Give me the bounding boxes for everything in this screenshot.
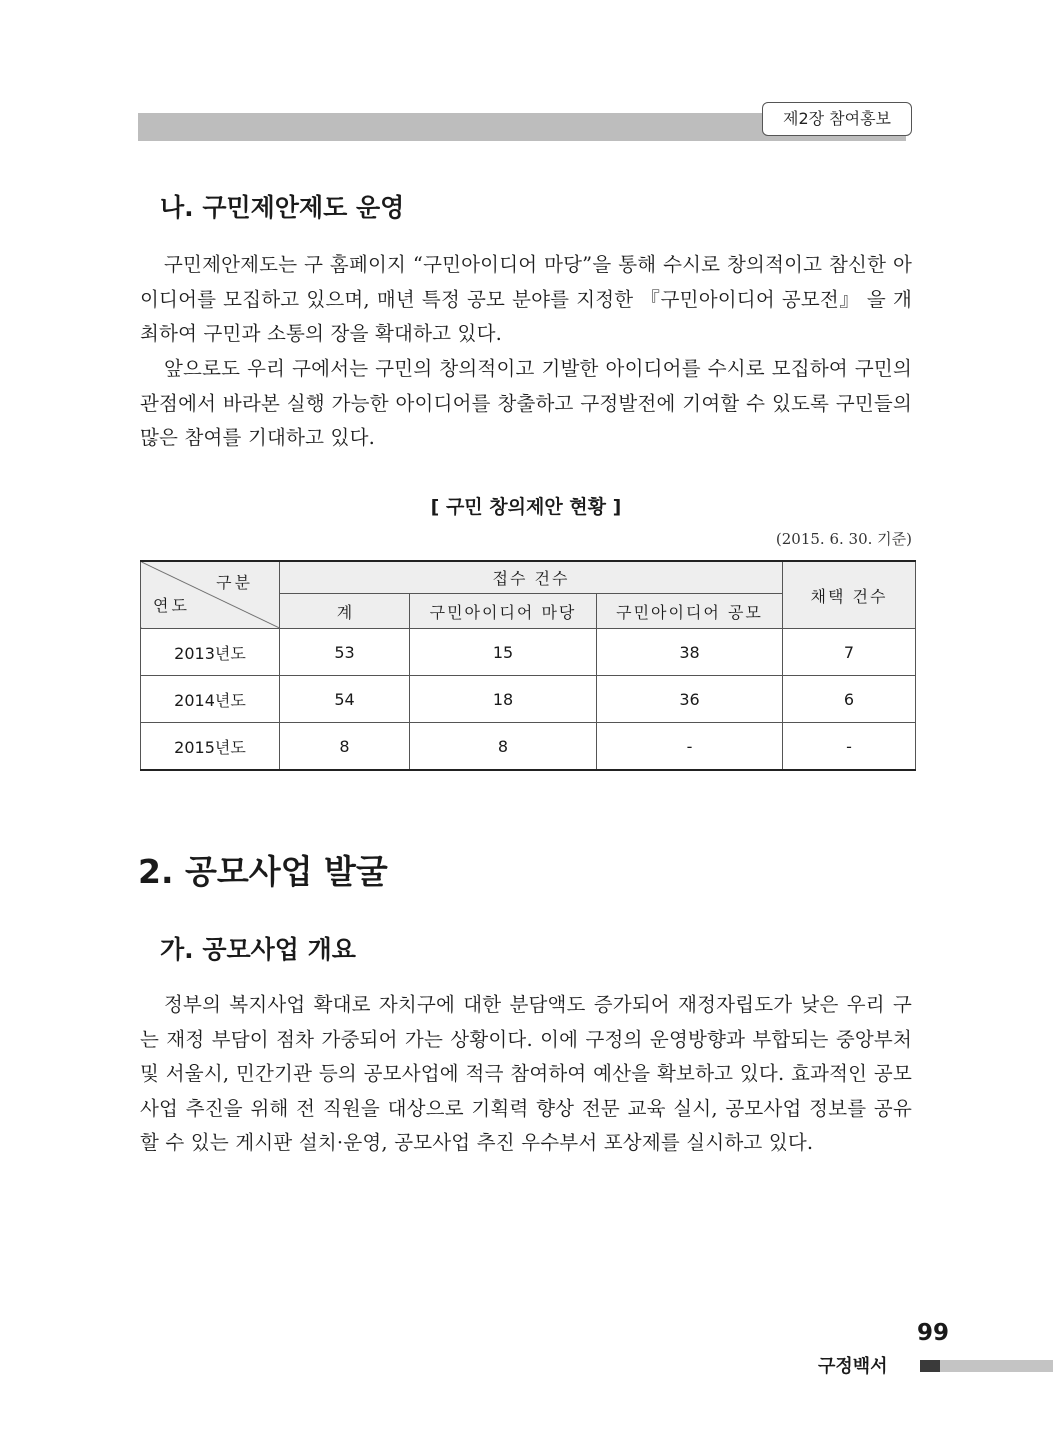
- table-title: [ 구민 창의제안 현황 ]: [430, 496, 622, 518]
- cell-madang: 18: [410, 676, 597, 723]
- cell-gongmo: 36: [597, 676, 783, 723]
- paragraph-2: 앞으로도 우리 구에서는 구민의 창의적이고 기발한 아이디어를 수시로 모집하여 구민의 관점에서 바라본 실행 가능한 아이디어를 창출하고 구정발전에 기여할 수 있도록 구민들의 많은 참여를 기대하고 있다.: [140, 357, 912, 449]
- footer-bar-dark: [920, 1360, 940, 1372]
- cell-year: 2013년도: [141, 629, 280, 676]
- cell-total: 8: [280, 723, 410, 771]
- cell-madang: 15: [410, 629, 597, 676]
- paragraph-1: 구민제안제도는 구 홈페이지 “구민아이디어 마당”을 통해 수시로 창의적이고 참신한 아이디어를 모집하고 있으며, 매년 특정 공모 분야를 지정한 『구민아이디어 공모전』 을 개최하여 구민과 소통의 장을 확대하고 있다.: [140, 253, 912, 345]
- book-title: 구정백서: [818, 1356, 888, 1377]
- header-received: 접수 건수: [280, 561, 783, 594]
- corner-label-category: 구분: [216, 573, 253, 592]
- section-heading-na: 나. 구민제안제도 운영: [160, 193, 405, 222]
- cell-total: 53: [280, 629, 410, 676]
- cell-year: 2014년도: [141, 676, 280, 723]
- corner-label-year: 연도: [153, 596, 190, 615]
- proposal-status-table: [140, 560, 916, 771]
- chapter-tab: 제2장 참여홍보: [762, 102, 912, 136]
- page-number: 99: [917, 1320, 950, 1346]
- section-heading-ga: 가. 공모사업 개요: [160, 935, 356, 964]
- section-heading-2: 2. 공모사업 발굴: [138, 852, 388, 891]
- header-gongmo: 구민아이디어 공모: [597, 594, 783, 629]
- table-basis-date: (2015. 6. 30. 기준): [775, 530, 912, 548]
- cell-gongmo: 38: [597, 629, 783, 676]
- table-row: [141, 723, 916, 771]
- table-row: [141, 629, 916, 676]
- cell-adopted: 6: [783, 676, 916, 723]
- cell-gongmo: -: [597, 723, 783, 771]
- header-adopted: 채택 건수: [783, 561, 916, 629]
- cell-adopted: -: [783, 723, 916, 771]
- cell-total: 54: [280, 676, 410, 723]
- header-madang: 구민아이디어 마당: [410, 594, 597, 629]
- header-total: 계: [280, 594, 410, 629]
- cell-madang: 8: [410, 723, 597, 771]
- cell-adopted: 7: [783, 629, 916, 676]
- footer-bar-light: [940, 1360, 1053, 1372]
- paragraph-3: 정부의 복지사업 확대로 자치구에 대한 분담액도 증가되어 재정자립도가 낮은 우리 구는 재정 부담이 점차 가중되어 가는 상황이다. 이에 구정의 운영방향과 부합되는 중앙부처 및 서울시, 민간기관 등의 공모사업에 적극 참여하여 예산을 확보하고 있다. 효과적인 공모사업 추진을 위해 전 직원을 대상으로 기획력 향상 전문 교육 실시, 공모사업 정보를 공유할 수 있는 게시판 설치·운영, 공모사업 추진 우수부서 포상제를 실시하고 있다.: [140, 993, 912, 1154]
- table-corner-cell: [141, 561, 280, 629]
- table-row: [141, 676, 916, 723]
- cell-year: 2015년도: [141, 723, 280, 771]
